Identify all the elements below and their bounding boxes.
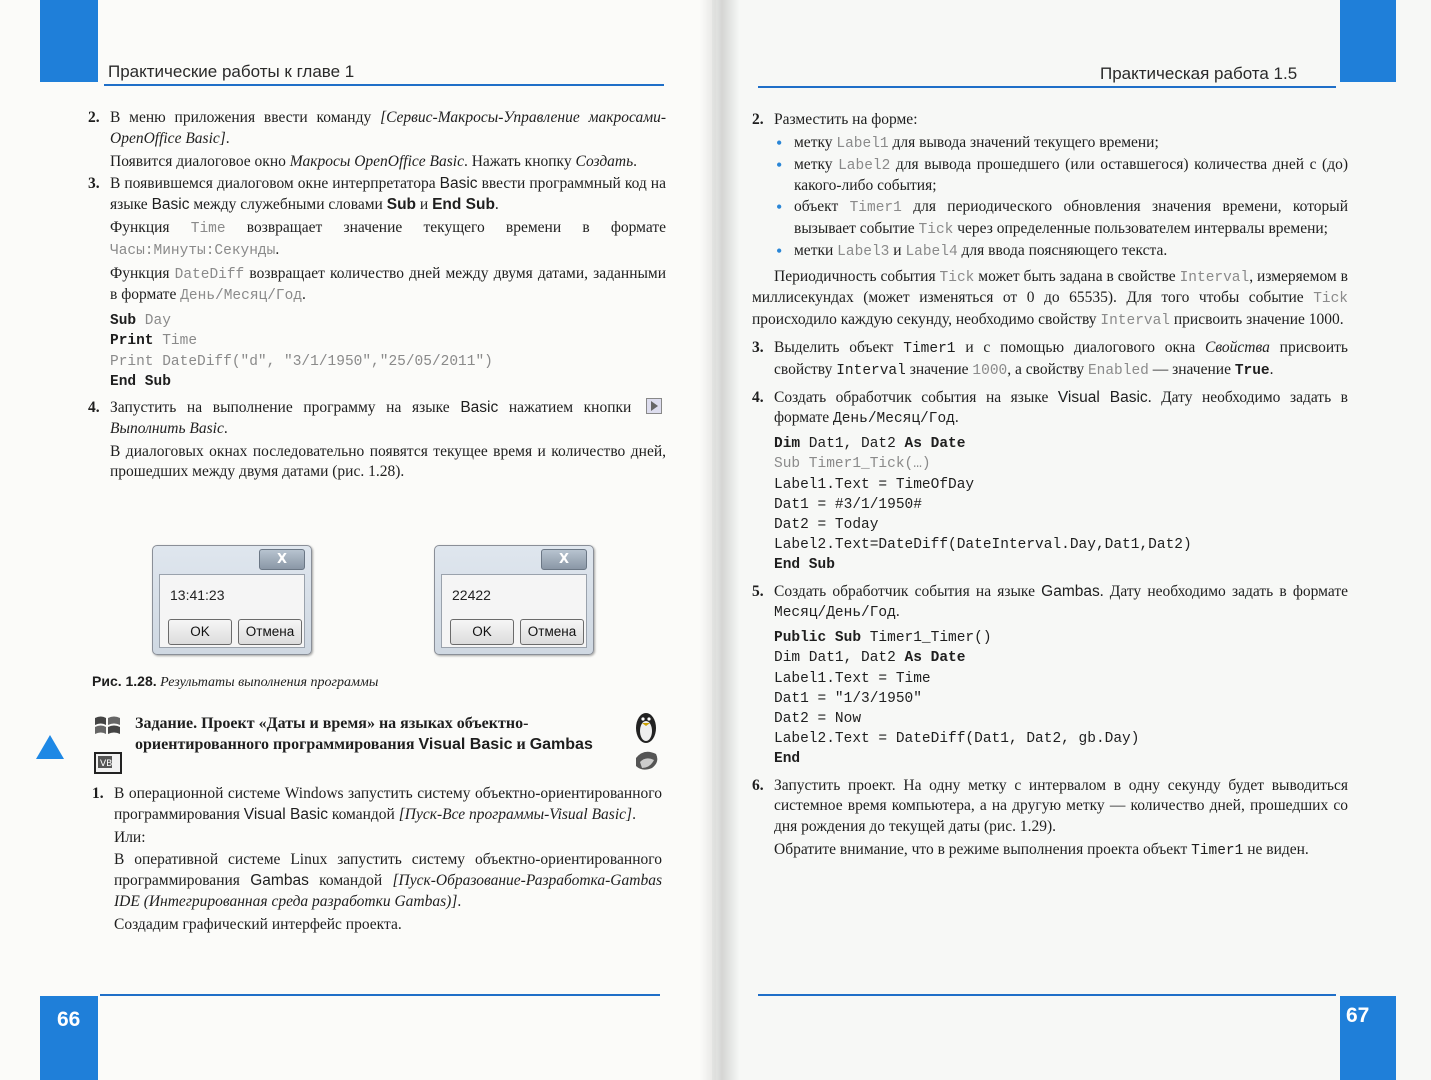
bullet-label1: • метку Label1 для вывода значений текущего времени;: [774, 133, 1348, 155]
dialog-value: 13:41:23: [170, 587, 225, 603]
left-step-1-block: [92, 784, 662, 938]
svg-text:VB: VB: [100, 759, 113, 769]
left-header-tab: [40, 0, 98, 82]
book-gutter: [700, 0, 740, 1080]
interval-paragraph: Периодичность события Tick может быть задана в свойстве Interval, измеряемом в миллисекундах (может изменяться от 0 до 65535). Для того чтобы событие Tick происходило каждую секунду, необходимо свойству Interval присвоить значение 1000.: [752, 267, 1348, 330]
right-column: [752, 110, 1348, 864]
vb-code-block: Dim Dat1, Dat2 As Date Sub Timer1_Tick(…) Label1.Text = TimeOfDay Dat1 = #3/1/1950# Dat2 = Today Label2.Text=DateDiff(DateInterval.Day,Dat1,Dat2) End Sub: [774, 436, 1192, 574]
close-button[interactable]: X: [541, 549, 587, 570]
run-basic-icon: [646, 398, 662, 414]
left-footer-rule: [100, 994, 660, 996]
close-button[interactable]: X: [259, 549, 305, 570]
right-page-header: Практическая работа 1.5: [1100, 64, 1298, 83]
gambas-code-block: Public Sub Timer1_Timer() Dim Dat1, Dat2 As Date Label1.Text = Time Dat1 = "1/3/1950" Dat2 = Now Label2.Text = DateDiff(Dat1, Dat2, gb.Day) End: [774, 630, 1140, 768]
left-column: [88, 108, 666, 485]
cancel-button[interactable]: Отмена: [520, 619, 584, 645]
left-page-header: Практические работы к главе 1: [108, 62, 355, 81]
bullet-labels-3-4: • метки Label3 и Label4 для ввода поясняющего текста.: [774, 241, 1348, 263]
right-step-5: 5. Создать обработчик события на языке Gambas. Дату необходимо задать в формате Месяц/День/Год. Public Sub Timer1_Timer() Dim Dat1, Dat2 As Date Label1.Text = Time Dat1 = "1/3/1950" Dat2 = Now Label2.Text = DateDiff(Dat1, Dat2, gb.Day) End: [752, 582, 1348, 770]
left-step-1: 1. В операционной системе Windows запустить систему объектно-ориентированного программирования Visual Basic командой [Пуск-Все программы-Visual Basic]. Или: В оперативной системе Linux запустить систему объектно-ориентированного программирования Gambas командой [Пуск-Образование-Разработка-Gambas IDE (Интегрированная среда разработки Gambas)]. Создадим графический интерфейс проекта.: [92, 785, 662, 933]
dialog-value: 22422: [452, 587, 491, 603]
left-header-rule: [104, 84, 664, 86]
right-step-2: 2. Разместить на форме: • метку Label1 для вывода значений текущего времени; • метку Label2 для вывода прошедшего (или оставшегося) количества дней с (до) какого-либо события; • объект Timer1 для периодического обновления значения времени, который вызывает событие Tick через определенные пользователем интервалы времени; • метки Label3 и Label4 для ввода поясняющего текста.: [752, 110, 1348, 263]
windows-icon: [92, 712, 124, 740]
page-number-right: 67: [1346, 1004, 1370, 1027]
basic-code-block: Sub Day Print Time Print DateDiff("d", "3/1/1950","25/05/2011") End Sub: [110, 313, 493, 390]
result-dialog-time: [152, 545, 312, 655]
page-number-left: 66: [57, 1008, 81, 1031]
right-step-6: 6. Запустить проект. На одну метку с интервалом в одну секунду будет выводиться системное время компьютера, а на другую метку — количество дней, прошедших со дня рождения до текущей даты (рис. 1.29). Обратите внимание, что в режиме выполнения проекта объект Timer1 не виден.: [752, 776, 1348, 859]
vb-icon: [94, 752, 122, 776]
right-header-tab: [1340, 0, 1396, 82]
bullet-timer1: • объект Timer1 для периодического обновления значения времени, который вызывает событие Tick через определенные пользователем интервалы времени;: [774, 197, 1348, 241]
right-header-rule: [758, 86, 1336, 88]
bullet-label2: • метку Label2 для вывода прошедшего (или оставшегося) количества дней с (до) какого-либо события;: [774, 155, 1348, 198]
menu-path: [Сервис-Макросы-Управление макросами-OpenOffice Basic]: [110, 109, 666, 147]
left-step-3: 3. В появившемся диалоговом окне интерпретатора Basic ввести программный код на языке Basic между служебными словами Sub и End Sub. Функция Time возвращает значение текущего времени в формате Часы:Минуты:Секунды. Функция DateDiff возвращает количество дней между двумя датами, заданными в формате День/Месяц/Год. Sub Day Print Time Print DateDiff("d", "3/1/1950","25/05/2011") End Sub: [88, 174, 666, 392]
right-step-3: 3. Выделить объект Timer1 и с помощью диалогового окна Свойства присвоить свойству Interval значение 1000, а свойству Enabled — значение True.: [752, 338, 1349, 379]
triangle-marker-icon: [36, 735, 64, 759]
figure-caption: Рис. 1.28. Результаты выполнения программы: [92, 673, 379, 690]
result-dialog-days: [434, 545, 594, 655]
task-heading: Задание. Проект «Даты и время» на языках объектно-ориентированного программирования Visual Basic и Gambas: [135, 715, 593, 753]
penguin-icon: [630, 710, 662, 782]
ok-button[interactable]: OK: [450, 619, 514, 645]
right-footer-rule: [758, 994, 1336, 996]
right-step-4: 4. Создать обработчик события на языке Visual Basic. Дату необходимо задать в формате День/Месяц/Год. Dim Dat1, Dat2 As Date Sub Timer1_Tick(…) Label1.Text = TimeOfDay Dat1 = #3/1/1950# Dat2 = Today Label2.Text=DateDiff(DateInterval.Day,Dat1,Dat2) End Sub: [752, 388, 1348, 576]
ok-button[interactable]: OK: [168, 619, 232, 645]
left-step-4: 4. Запустить на выполнение программу на языке Basic нажатием кнопки Выполнить Basic. В диалоговых окнах последовательно появятся текущее время и количество дней, прошедших между двумя датами (рис. 1.28).: [88, 398, 666, 481]
left-step-2: 2. В меню приложения ввести команду [Сервис-Макросы-Управление макросами-OpenOffice Basic]. Появится диалоговое окно Макросы OpenOffice Basic. Нажать кнопку Создать.: [88, 109, 666, 170]
cancel-button[interactable]: Отмена: [238, 619, 302, 645]
